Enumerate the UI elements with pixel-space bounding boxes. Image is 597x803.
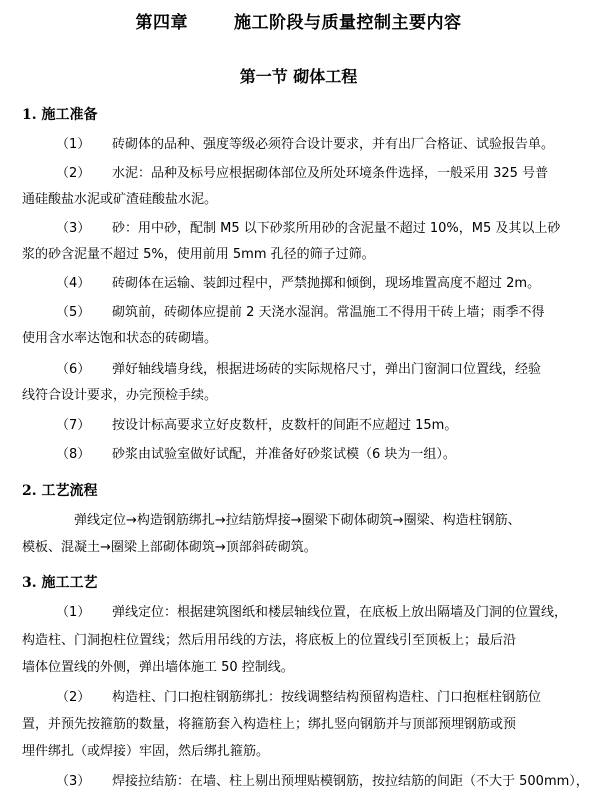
heading-process-flow: 2. 工艺流程 [22,483,98,499]
item-number: （3） [56,221,91,236]
chapter-number: 第四章 [135,13,188,33]
craft-line [22,712,582,738]
prep-line [22,132,582,158]
item-text: 墙体位置线的外侧，弹出墙体施工 50 控制线。 [22,660,294,675]
item-text: 弹线定位：根据建筑图纸和楼层轴线位置，在底板上放出隔墙及门洞的位置线， [112,605,568,620]
item-text: 砂：用中砂，配制 M5 以下砂浆所用砂的含泥量不超过 10%，M5 及其以上砂 [112,221,561,236]
item-number: （6） [56,362,91,377]
item-text: 构造柱、门口抱柱钢筋绑扎：按线调整结构预留构造柱、门口抱框柱钢筋位 [112,690,542,705]
flow-text: 模板、混凝土→圈梁上部砌体砌筑→顶部斜砖砌筑。 [22,540,317,555]
craft-line [22,769,589,795]
item-text: 砂浆由试验室做好试配，并准备好砂浆试模（6 块为一组）。 [112,447,456,462]
item-text: 弹好轴线墙身线，根据进场砖的实际规格尺寸，弹出门窗洞口位置线，经验 [112,362,542,377]
item-text: 砖砌体在运输、装卸过程中，严禁抛掷和倾倒，现场堆置高度不超过 2m。 [112,276,541,291]
craft-line [22,739,582,765]
prep-line [22,300,582,326]
item-number: （2） [56,166,91,181]
item-text: 线符合设计要求，办完预检手续。 [22,388,218,403]
flow-text: 弹线定位→构造钢筋绑扎→拉结筋焊接→圈梁下砌体砌筑→圈梁、构造柱钢筋、 [74,513,521,528]
item-text: 浆的砂含泥量不超过 5%，使用前用 5mm 孔径的筛子过筛。 [22,247,375,262]
item-text: 构造柱、门洞抱柱位置线；然后用吊线的方法，将底板上的位置线引至顶板上；最后沿 [22,633,517,648]
item-text: 砖砌体的品种、强度等级必须符合设计要求，并有出厂合格证、试验报告单。 [112,137,555,152]
item-text: 埋件绑扎（或焊接）牢固，然后绑扎箍筋。 [22,744,270,759]
craft-line [22,685,582,711]
flow-line [22,535,582,561]
item-number: （5） [56,305,91,320]
item-text: 通硅酸盐水泥或矿渣硅酸盐水泥。 [22,192,218,207]
prep-line [22,383,582,409]
item-text: 按设计标高要求立好皮数杆，皮数杆的间距不应超过 15m。 [112,418,458,433]
item-number: （1） [56,605,91,620]
flow-line [22,508,582,534]
item-text: 置，并预先按箍筋的数量，将箍筋套入构造柱上；绑扎竖向钢筋并与顶部预埋钢筋或预 [22,717,517,732]
prep-line [22,271,582,297]
prep-line [22,187,582,213]
prep-line [22,161,582,187]
heading-preparation: 1. 施工准备 [22,107,98,123]
item-number: （4） [56,276,91,291]
chapter-title [0,8,597,33]
item-text: 焊接拉结筋：在墙、柱上剔出预埋贴模钢筋，按拉结筋的间距（不大于 500mm）， [112,774,589,789]
item-number: （7） [56,418,91,433]
prep-line [22,357,582,383]
craft-line [22,655,582,681]
prep-line [22,216,582,242]
craft-line [22,628,582,654]
item-number: （3） [56,774,91,789]
item-number: （1） [56,137,91,152]
item-text: 使用含水率达饱和状态的砖砌墙。 [22,331,218,346]
item-number: （8） [56,447,91,462]
prep-line [22,242,582,268]
heading-craft: 3. 施工工艺 [22,575,98,591]
item-text: 水泥：品种及标号应根据砌体部位及所处环境条件选择，一般采用 325 号普 [112,166,549,181]
prep-line [22,326,582,352]
craft-line [22,600,582,626]
chapter-name: 施工阶段与质量控制主要内容 [234,13,462,33]
prep-line [22,442,582,468]
item-text: 砌筑前，砖砌体应提前 2 天浇水湿润。常温施工不得用干砖上墙；雨季不得 [112,305,545,320]
section-title: 第一节 砌体工程 [239,67,358,86]
item-number: （2） [56,690,91,705]
prep-line [22,413,582,439]
